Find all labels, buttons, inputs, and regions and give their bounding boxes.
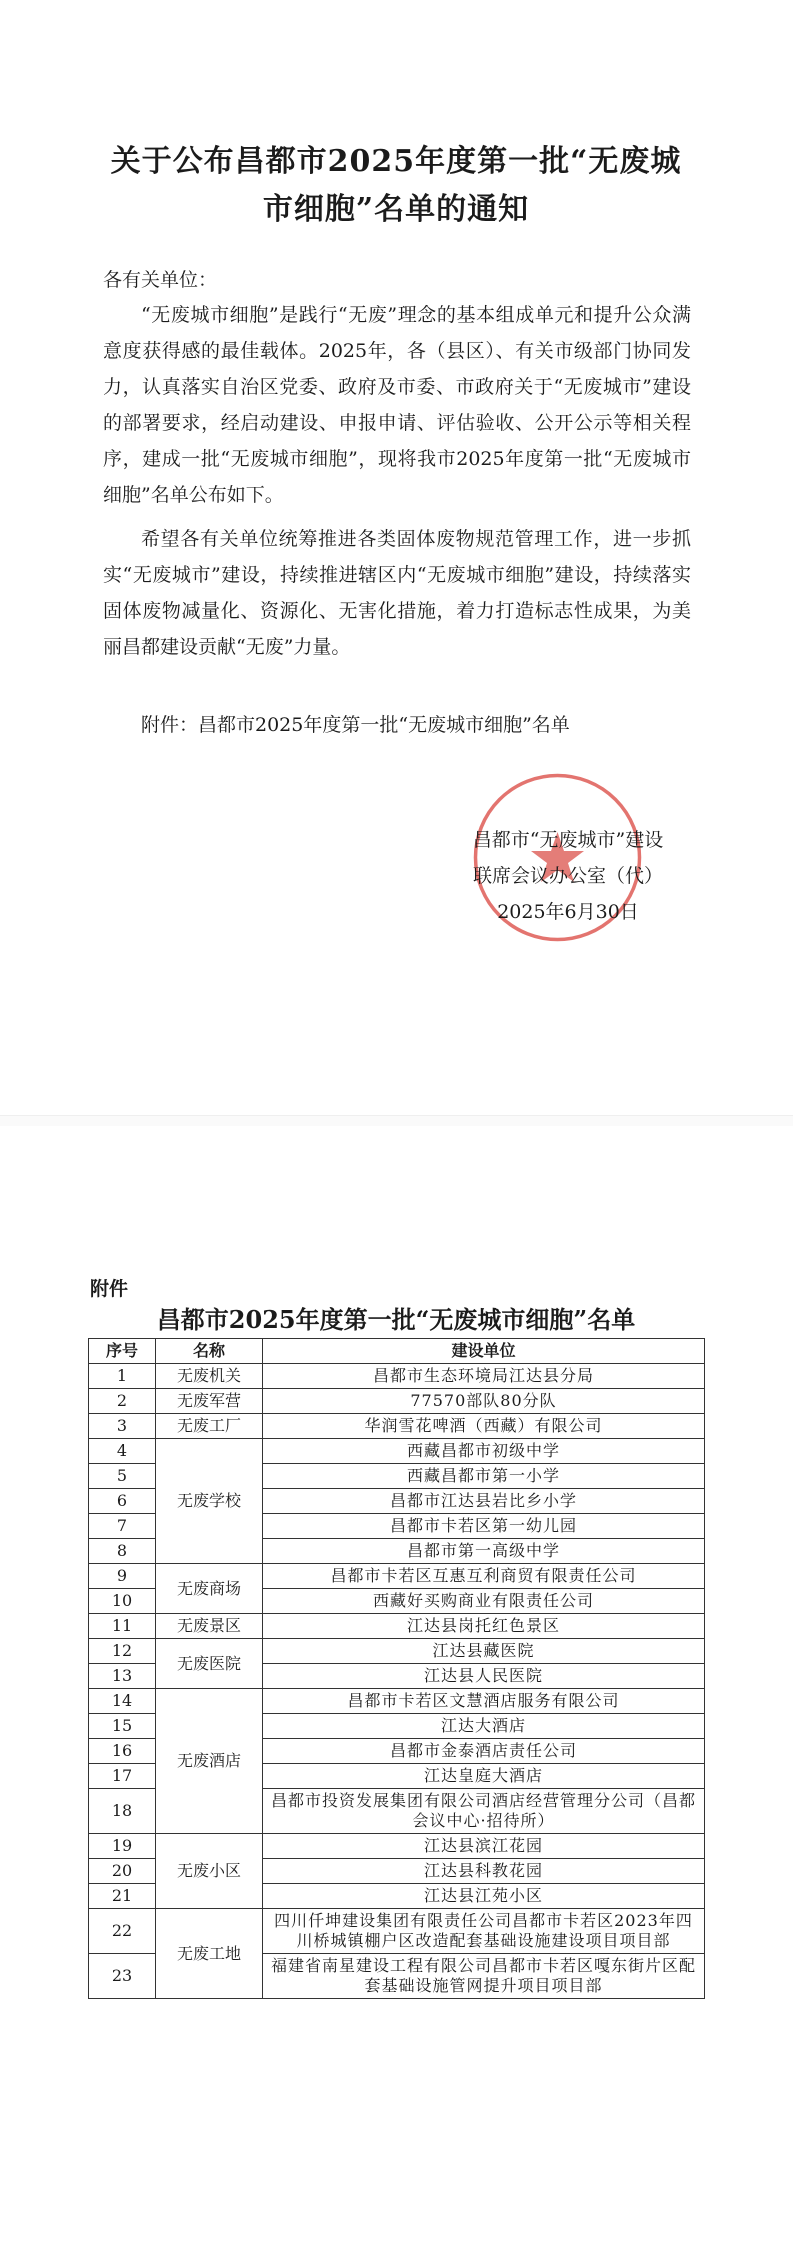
unit-cell: 昌都市第一高级中学 [263,1539,705,1564]
row-number: 15 [89,1714,156,1739]
category-cell: 无废景区 [156,1614,263,1639]
body-paragraph-1: “无废城市细胞”是践行“无废”理念的基本组成单元和提升公众满意度获得感的最佳载体。2025年，各（县区）、有关市级部门协同发力，认真落实自治区党委、政府及市委、市政府关于“无废城市”建设的部署要求，经启动建设、申报申请、评估验收、公开公示等相关程序，建成一批“无废城市细胞”，现将我市2025年度第一批“无废城市细胞”名单公布如下。 [103,304,691,506]
row-number: 1 [89,1364,156,1389]
unit-cell: 昌都市卡若区第一幼儿园 [263,1514,705,1539]
header-no: 序号 [89,1339,156,1364]
row-number: 8 [89,1539,156,1564]
category-cell: 无废学校 [156,1439,263,1564]
category-cell: 无废小区 [156,1834,263,1909]
header-unit: 建设单位 [263,1339,705,1364]
unit-cell: 四川仟坤建设集团有限责任公司昌都市卡若区2023年四川桥城镇棚户区改造配套基础设施建设项目项目部 [263,1909,705,1954]
table-row [89,1414,705,1439]
row-number: 20 [89,1859,156,1884]
table-header-row [89,1339,705,1364]
signature-line-1: 昌都市“无废城市”建设 [472,829,664,851]
table-row [89,1689,705,1714]
unit-cell: 西藏好买购商业有限责任公司 [263,1589,705,1614]
row-number: 2 [89,1389,156,1414]
body-paragraph-2: 希望各有关单位统筹推进各类固体废物规范管理工作，进一步抓实“无废城市”建设，持续推进辖区内“无废城市细胞”建设，持续落实固体废物减量化、资源化、无害化措施，着力打造标志性成果，为美丽昌都建设贡献“无废”力量。 [103,528,691,658]
row-number: 12 [89,1639,156,1664]
unit-cell: 江达县科教花园 [263,1859,705,1884]
attachment-line: 附件：昌都市2025年度第一批“无废城市细胞”名单 [141,714,570,736]
table-row [89,1614,705,1639]
row-number: 23 [89,1954,156,1999]
unit-cell: 昌都市卡若区互惠互利商贸有限责任公司 [263,1564,705,1589]
row-number: 19 [89,1834,156,1859]
table-row [89,1439,705,1464]
row-number: 3 [89,1414,156,1439]
header-category: 名称 [156,1339,263,1364]
row-number: 18 [89,1789,156,1834]
unit-cell: 江达县藏医院 [263,1639,705,1664]
signature-line-2: 联席会议办公室（代） [472,865,663,887]
unit-cell: 77570部队80分队 [263,1389,705,1414]
table-row [89,1834,705,1859]
unit-cell: 江达皇庭大酒店 [263,1764,705,1789]
list-title: 昌都市2025年度第一批“无废城市细胞”名单 [156,1305,636,1334]
unit-cell: 西藏昌都市第一小学 [263,1464,705,1489]
unit-cell: 昌都市投资发展集团有限公司酒店经营管理分公司（昌都会议中心·招待所） [263,1789,705,1834]
unit-cell: 昌都市生态环境局江达县分局 [263,1364,705,1389]
category-cell: 无废工地 [156,1909,263,1999]
unit-cell: 昌都市金泰酒店责任公司 [263,1739,705,1764]
notice-title: 关于公布昌都市2025年度第一批“无废城市细胞”名单的通知 [110,144,682,227]
signature-date: 2025年6月30日 [497,901,639,923]
unit-cell: 昌都市江达县岩比乡小学 [263,1489,705,1514]
category-cell: 无废商场 [156,1564,263,1614]
row-number: 14 [89,1689,156,1714]
table-row [89,1364,705,1389]
row-number: 4 [89,1439,156,1464]
table-row [89,1909,705,1954]
unit-cell: 华润雪花啤酒（西藏）有限公司 [263,1414,705,1439]
table-row [89,1564,705,1589]
category-cell: 无废工厂 [156,1414,263,1439]
row-number: 11 [89,1614,156,1639]
attachment-label: 附件 [90,1278,129,1300]
unit-cell: 江达县岗托红色景区 [263,1614,705,1639]
category-cell: 无废机关 [156,1364,263,1389]
salutation: 各有关单位： [103,269,218,291]
cell-list-table [88,1338,705,1999]
unit-cell: 江达县人民医院 [263,1664,705,1689]
table-row [89,1389,705,1414]
row-number: 17 [89,1764,156,1789]
row-number: 10 [89,1589,156,1614]
table-row [89,1639,705,1664]
unit-cell: 江达大酒店 [263,1714,705,1739]
category-cell: 无废酒店 [156,1689,263,1834]
table-body [89,1364,705,1999]
row-number: 6 [89,1489,156,1514]
row-number: 5 [89,1464,156,1489]
notice-page [0,0,793,1115]
category-cell: 无废医院 [156,1639,263,1689]
unit-cell: 西藏昌都市初级中学 [263,1439,705,1464]
unit-cell: 江达县滨江花园 [263,1834,705,1859]
category-cell: 无废军营 [156,1389,263,1414]
unit-cell: 昌都市卡若区文慧酒店服务有限公司 [263,1689,705,1714]
row-number: 7 [89,1514,156,1539]
row-number: 13 [89,1664,156,1689]
row-number: 9 [89,1564,156,1589]
signature-block [448,822,688,930]
unit-cell: 江达县江苑小区 [263,1884,705,1909]
row-number: 16 [89,1739,156,1764]
row-number: 22 [89,1909,156,1954]
unit-cell: 福建省南星建设工程有限公司昌都市卡若区嘎东街片区配套基础设施管网提升项目项目部 [263,1954,705,1999]
row-number: 21 [89,1884,156,1909]
